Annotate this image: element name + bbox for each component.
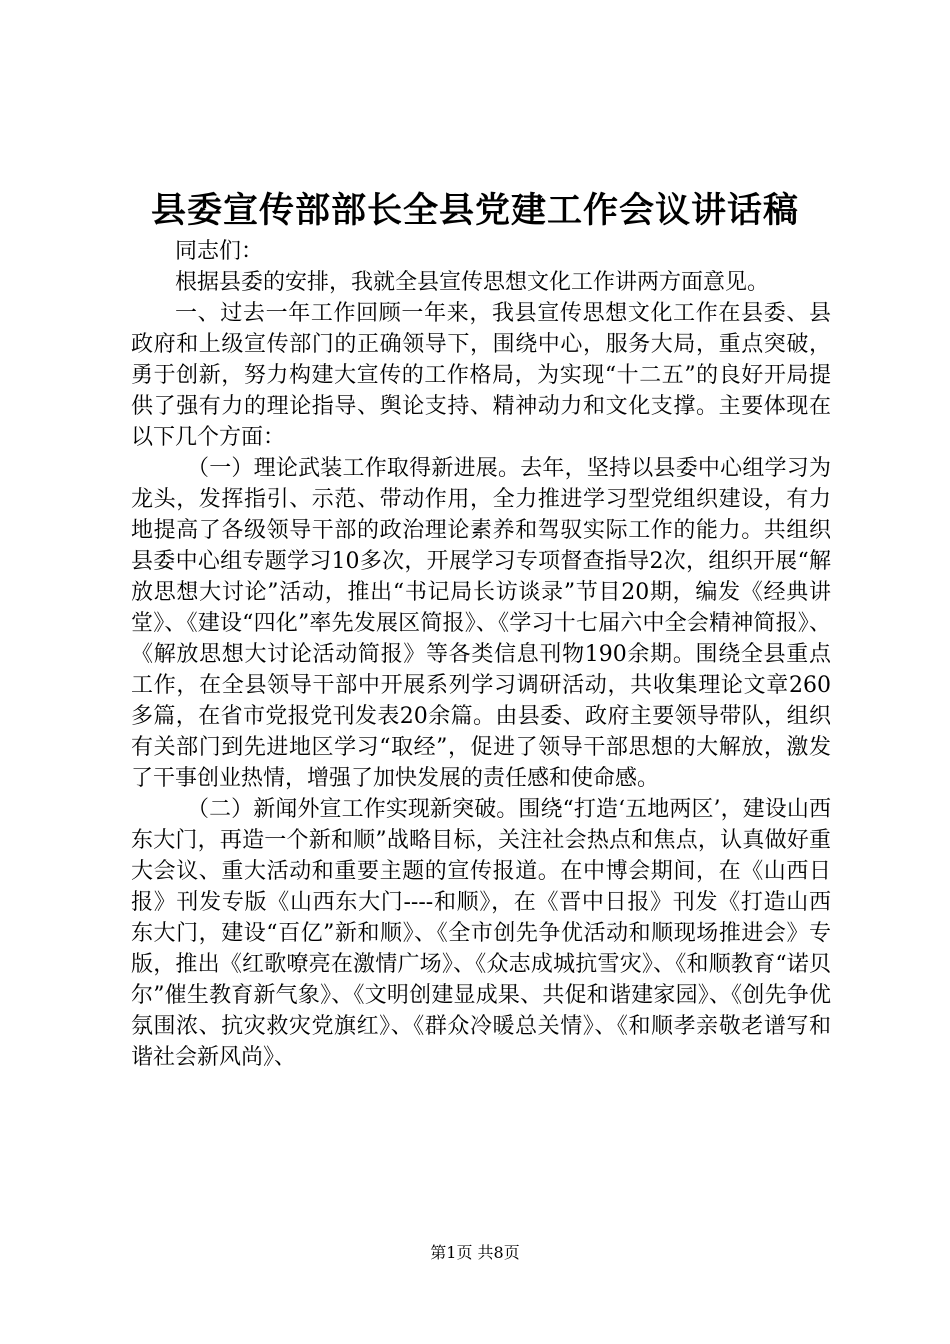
salutation: 同志们：	[175, 239, 264, 264]
paragraph-section-one: 一、过去一年工作回顾一年来，我县宣传思想文化工作在县委、县政府和上级宣传部门的正确领导下，围绕中心，服务大局，重点突破，勇于创新，努力构建大宣传的工作格局，为实现“十二五”的良好开局提供了强有力的理论指导、舆论支持、精神动力和文化支撑。主要体现在以下几个方面：	[131, 301, 831, 450]
paragraph-intro: 根据县委的安排，我就全县宣传思想文化工作讲两方面意见。	[175, 270, 770, 295]
page-footer: 第1页 共8页	[430, 1243, 520, 1262]
paragraph-theory: （一）理论武装工作取得新进展。去年，坚持以县委中心组学习为龙头，发挥指引、示范、带动作用，全力推进学习型党组织建设，有力地提高了各级领导干部的政治理论素养和驾驭实际工作的能力。共组织县委中心组专题学习10多次，开展学习专项督查指导2次，组织开展“解放思想大讨论”活动，推出“书记局长访谈录”节目20期，编发《经典讲堂》、《建设“四化”率先发展区简报》、《学习十七届六中全会精神简报》、《解放思想大讨论活动简报》等各类信息刊物190余期。围绕全县重点工作，在全县领导干部中开展系列学习调研活动，共收集理论文章260多篇，在省市党报党刊发表20余篇。由县委、政府主要领导带队，组织有关部门到先进地区学习“取经”，促进了领导干部思想的大解放，激发了干事创业热情，增强了加快发展的责任感和使命感。	[131, 456, 831, 791]
document-body	[131, 236, 831, 1073]
document-title: 县委宣传部部长全县党建工作会议讲话稿	[150, 190, 799, 231]
paragraph-news: （二）新闻外宣工作实现新突破。围绕“打造‘五地两区’，建设山西东大门，再造一个新和顺”战略目标，关注社会热点和焦点，认真做好重大会议、重大活动和重要主题的宣传报道。在中博会期间，在《山西日报》刊发专版《山西东大门----和顺》，在《晋中日报》刊发《打造山西东大门，建设“百亿”新和顺》、《全市创先争优活动和顺现场推进会》专版，推出《红歌嘹亮在激情广场》、《众志成城抗雪灾》、《和顺教育“诺贝尔”催生教育新气象》、《文明创建显成果、共促和谐建家园》、《创先争优氛围浓、抗灾救灾党旗红》、《群众冷暖总关情》、《和顺孝亲敬老谱写和谐社会新风尚》、	[131, 797, 831, 1070]
